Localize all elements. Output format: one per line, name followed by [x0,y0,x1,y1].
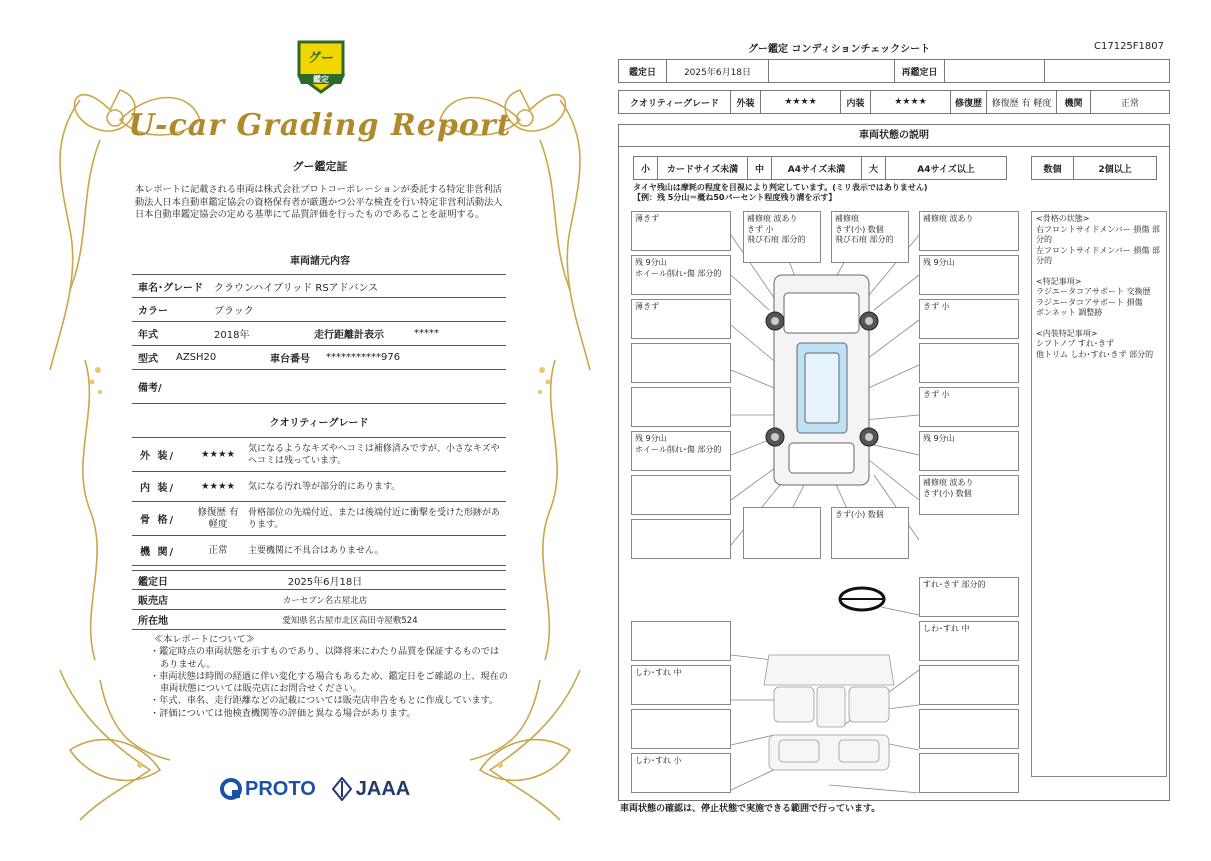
size-small: 小 [634,157,658,180]
info-shop-value: カーセブン名古屋北店 [282,595,368,606]
damage-box-left-1: 残 9分山 ホイール削れ･傷 部分的 [631,255,731,295]
spec-row-remarks [132,370,506,404]
damage-box-right-2: きず 小 [919,299,1019,339]
reinspection-value [945,60,1045,83]
proto-logo-text: PROTO [245,777,316,800]
info-date-label: 鑑定日 [138,576,168,588]
quality-exterior-desc: 気になるようなキズやヘコミは補修済みですが、小さなキズやヘコミは残っています。 [248,443,500,466]
svg-text:グー: グー [307,51,335,66]
condition-title: 車両状態の説明 [619,125,1169,147]
frame-note-1: 右フロントサイドメンバー 損傷 部分的 [1036,224,1160,244]
spec-heading: 車両諸元内容 [290,256,350,267]
report-notes [148,634,508,720]
size-count-desc: 2個以上 [1074,157,1157,180]
int-value: ★★★★ [871,91,951,114]
interior-note-2: 他トリム しわ･すれ･きず 部分的 [1036,349,1154,359]
spec-chassis-value: ***********976 [326,352,401,363]
size-large-desc: A4サイズ以上 [886,157,1007,180]
quality-row-exterior [132,438,506,472]
proto-logo [220,778,316,801]
info-row-shop [132,590,506,610]
info-address-label: 所在地 [138,616,168,627]
date-value: 2025年6月18日 [667,60,769,83]
quality-heading: クオリティーグレード [132,410,506,438]
damage-box-left-4 [631,387,731,427]
sheet-code: C17125F1807 [1094,41,1164,52]
size-count: 数個 [1032,157,1074,180]
ext-value: ★★★★ [761,91,841,114]
interior-box-right-4 [919,753,1019,793]
frame-title: <骨格の状態> [1036,214,1090,223]
interior-box-steering: すれ･きず 部分的 [919,577,1019,617]
date-blank [769,60,895,83]
certificate-heading: グー鑑定証 [292,160,348,173]
size-mid: 中 [748,157,772,180]
quality-frame-label: 骨 格/ [140,515,176,526]
repair-label: 修復歴 [951,91,987,114]
quality-engine-label: 機 関/ [140,547,176,558]
damage-box-left-7 [631,519,731,559]
jaaa-logo-text: JAAA [355,777,411,800]
damage-box-right-1: 残 9分山 [919,255,1019,295]
damage-box-rear-1 [743,507,821,559]
spec-mileage-label: 走行距離計表示 [314,330,384,341]
tire-note [633,183,928,203]
spec-remarks-label: 備考/ [138,383,162,394]
quality-exterior-grade: ★★★★ [200,448,236,460]
note-item: ・鑑定時点の車両状態を示すものであり、以降将来にわたり品質を保証するものではありません。 [150,646,500,670]
grade-label: クオリティーグレード [619,91,731,114]
special-note-2: ラジエータコアサポート 損傷 [1036,297,1143,307]
spec-model-label: 型式 [138,354,158,365]
goo-kantei-badge [295,38,347,96]
interior-box-right-2 [919,665,1019,705]
quality-row-engine [132,536,506,566]
spec-row-color [132,298,506,322]
interior-note-1: シフトノブ すれ･きず [1036,339,1115,348]
quality-engine-desc: 主要機関に不具合はありません。 [248,545,384,556]
reinspection-label: 再鑑定日 [895,60,945,83]
damage-box-left-2: 薄きず [631,299,731,339]
tire-note-line1: タイヤ残山は摩耗の程度を目視により判定しています。(ミリ表示ではありません) [633,183,928,192]
note-item: ・年式、車名、走行距離などの記載については販売店申告をもとに作成しています。 [150,695,499,707]
damage-box-right-5: 残 9分山 [919,431,1019,471]
interior-box-right-3 [919,709,1019,749]
notes-title: ≪本レポートについて≫ [154,634,255,645]
interior-box-left-3 [631,709,731,749]
quality-row-interior [132,472,506,502]
spec-row-model [132,346,506,370]
quality-interior-grade: ★★★★ [200,480,236,492]
damage-box-right-4: きず 小 [919,387,1019,427]
info-row-date [132,570,506,590]
quality-engine-grade: 正常 [208,544,228,556]
spec-chassis-label: 車台番号 [270,354,310,365]
spec-name-value: クラウンハイブリッド RSアドバンス [214,282,379,294]
size-mid-desc: A4サイズ未満 [772,157,862,180]
info-row-address [132,610,506,630]
damage-box-front-2: 補修痕 きず(小) 数個 飛び石痕 部分的 [831,211,909,263]
damage-box-right-6: 補修痕 波あり きず(小) 数個 [919,475,1019,515]
quality-frame-desc: 骨格部位の先端付近、または後端付近に衝撃を受けた形跡があります。 [248,507,501,530]
size-small-desc: カードサイズ未満 [658,157,748,180]
interior-box-left-1 [631,621,731,661]
tire-note-line2: 【例：残 5分山＝概ね50パーセント程度残り溝を示す】 [633,193,837,202]
sheet-title: グー鑑定 コンディションチェックシート [748,44,931,55]
ext-label: 外装 [731,91,761,114]
damage-box-rear-2: きず(小) 数個 [831,507,909,559]
footer-logos [220,774,420,804]
quality-exterior-label: 外 装/ [140,451,176,462]
engine-label: 機関 [1057,91,1091,114]
damage-box-left-5: 残 9分山 ホイール削れ･傷 部分的 [631,431,731,471]
interior-title: <内装特記事項> [1036,328,1098,338]
spec-year-label: 年式 [138,330,158,341]
condition-notes [1031,211,1167,777]
int-label: 内装 [841,91,871,114]
script-title: U-car Grading Report [128,108,512,143]
count-legend-table [1031,156,1157,180]
jaaa-mark-icon [332,777,352,801]
sheet-footer-note: 車両状態の確認は、停止状態で実施できる範囲で行っています。 [620,804,881,814]
grading-certificate [40,30,600,830]
spec-color-value: ブラック [214,306,254,317]
svg-text:鑑定: 鑑定 [313,75,329,84]
note-item: ・車両状態は時間の経過に伴い変化する場合もあるため、鑑定日をご確認の上、現在の車両状態については販売店にお問合せください。 [150,670,508,695]
damage-box-left-3 [631,343,731,383]
spec-row-name [132,274,506,298]
date-label: 鑑定日 [619,60,667,83]
note-item: ・評価については他検査機関等の評価と異なる場合があります。 [150,707,416,719]
grade-table [618,90,1170,114]
spec-model-value: AZSH20 [176,352,217,363]
spec-year-value: 2018年 [214,330,250,341]
special-note-1: ラジエータコアサポート 交換歴 [1036,287,1151,296]
damage-box-front-1: 補修痕 波あり きず 小 飛び石痕 部分的 [743,211,821,263]
quality-interior-label: 内 装/ [140,483,176,494]
info-shop-label: 販売店 [138,596,168,607]
damage-box-right-3 [919,343,1019,383]
interior-box-left-2: しわ･すれ 中 [631,665,731,705]
certificate-intro: 本レポートに記載される車両は株式会社プロトコーポレーションが委託する特定非営利活動法人日本自動車鑑定協会の資格保有者が厳選かつ公平な検査を行い特定非営利活動法人日本自動車鑑定協会の定める基準にて品質評価を行ったものであることを証明する。 [135,184,503,220]
spec-name-label: 車名･グレード [138,282,203,294]
special-title: <特記事項> [1036,276,1082,286]
interior-box-right-1: しわ･すれ 中 [919,621,1019,661]
interior-box-left-4: しわ･すれ 小 [631,753,731,793]
damage-box-left-6 [631,475,731,515]
quality-interior-desc: 気になる汚れ等が部分的にあります。 [248,481,401,492]
spec-row-year [132,322,506,346]
damage-box-front-left: 薄きず [631,211,731,251]
condition-panel [618,124,1170,801]
engine-value: 正常 [1091,91,1170,114]
info-address-value: 愛知県名古屋市北区高田寺屋敷524 [282,615,418,626]
size-legend-table [633,156,1007,180]
condition-check-sheet [618,36,1170,816]
spec-mileage-value: ***** [414,328,439,339]
spec-color-label: カラー [138,306,168,317]
quality-row-frame [132,502,506,536]
quality-frame-grade: 修復歴 有 軽度 [197,506,239,530]
date-extra-cell [1045,60,1170,83]
repair-value: 修復歴 有 軽度 [987,91,1057,114]
damage-box-front-right: 補修痕 波あり [919,211,1019,251]
frame-note-2: 左フロントサイドメンバー 損傷 部分的 [1036,245,1160,265]
jaaa-logo [332,777,410,801]
info-date-value: 2025年6月18日 [287,576,363,588]
special-note-3: ボンネット 調整跡 [1036,308,1103,317]
size-large: 大 [862,157,886,180]
proto-mark-icon [220,778,242,800]
date-table [618,59,1170,83]
